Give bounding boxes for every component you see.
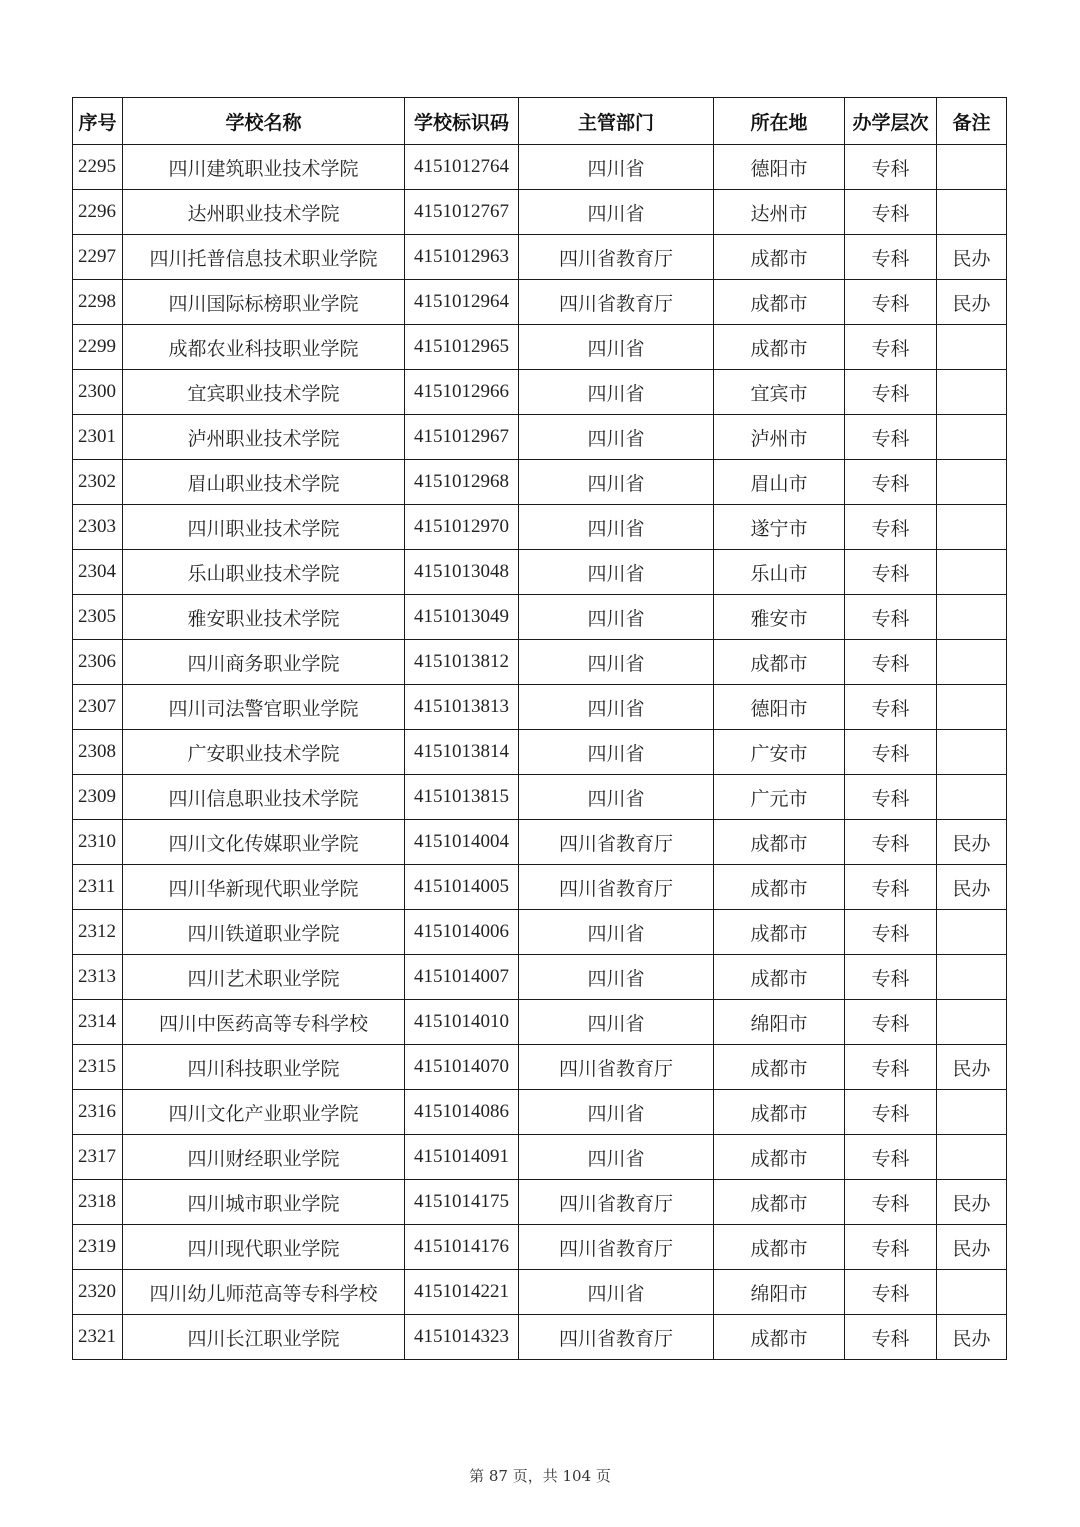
cell-location: 成都市	[714, 1090, 845, 1135]
cell-school-name: 四川商务职业学院	[123, 640, 405, 685]
cell-school-code: 4151014007	[405, 955, 519, 1000]
cell-level: 专科	[845, 1270, 937, 1315]
cell-school-name: 四川城市职业学院	[123, 1180, 405, 1225]
cell-school-code: 4151013048	[405, 550, 519, 595]
cell-school-name: 宜宾职业技术学院	[123, 370, 405, 415]
cell-department: 四川省	[519, 595, 714, 640]
cell-level: 专科	[845, 145, 937, 190]
cell-location: 成都市	[714, 280, 845, 325]
cell-remark	[937, 1090, 1007, 1135]
cell-school-name: 成都农业科技职业学院	[123, 325, 405, 370]
header-seq: 序号	[73, 98, 123, 145]
cell-location: 成都市	[714, 1315, 845, 1360]
cell-school-code: 4151014176	[405, 1225, 519, 1270]
cell-level: 专科	[845, 1000, 937, 1045]
cell-department: 四川省教育厅	[519, 235, 714, 280]
cell-seq: 2297	[73, 235, 123, 280]
cell-school-name: 四川司法警官职业学院	[123, 685, 405, 730]
table-row	[73, 1315, 1007, 1360]
cell-level: 专科	[845, 1045, 937, 1090]
cell-location: 宜宾市	[714, 370, 845, 415]
cell-seq: 2310	[73, 820, 123, 865]
cell-level: 专科	[845, 235, 937, 280]
cell-remark: 民办	[937, 865, 1007, 910]
cell-school-name: 四川现代职业学院	[123, 1225, 405, 1270]
table-row	[73, 1000, 1007, 1045]
cell-seq: 2304	[73, 550, 123, 595]
cell-seq: 2316	[73, 1090, 123, 1135]
cell-school-code: 4151012966	[405, 370, 519, 415]
cell-school-code: 4151013813	[405, 685, 519, 730]
cell-remark	[937, 145, 1007, 190]
cell-level: 专科	[845, 730, 937, 775]
cell-location: 绵阳市	[714, 1000, 845, 1045]
cell-school-name: 四川财经职业学院	[123, 1135, 405, 1180]
cell-department: 四川省	[519, 1135, 714, 1180]
cell-seq: 2305	[73, 595, 123, 640]
cell-location: 德阳市	[714, 685, 845, 730]
cell-remark	[937, 1000, 1007, 1045]
cell-department: 四川省	[519, 415, 714, 460]
cell-school-name: 眉山职业技术学院	[123, 460, 405, 505]
cell-location: 广安市	[714, 730, 845, 775]
table-row	[73, 460, 1007, 505]
cell-school-code: 4151014005	[405, 865, 519, 910]
cell-seq: 2307	[73, 685, 123, 730]
cell-school-code: 4151012965	[405, 325, 519, 370]
cell-school-code: 4151014323	[405, 1315, 519, 1360]
cell-location: 成都市	[714, 640, 845, 685]
cell-location: 成都市	[714, 910, 845, 955]
cell-remark: 民办	[937, 235, 1007, 280]
table-row	[73, 955, 1007, 1000]
cell-school-code: 4151012764	[405, 145, 519, 190]
cell-department: 四川省	[519, 550, 714, 595]
table-row	[73, 1135, 1007, 1180]
cell-remark	[937, 595, 1007, 640]
cell-remark	[937, 190, 1007, 235]
cell-school-name: 四川中医药高等专科学校	[123, 1000, 405, 1045]
cell-department: 四川省	[519, 775, 714, 820]
cell-level: 专科	[845, 595, 937, 640]
cell-remark	[937, 1135, 1007, 1180]
cell-school-code: 4151012767	[405, 190, 519, 235]
cell-school-code: 4151014175	[405, 1180, 519, 1225]
cell-seq: 2306	[73, 640, 123, 685]
cell-level: 专科	[845, 910, 937, 955]
table-header	[73, 98, 1007, 145]
cell-seq: 2301	[73, 415, 123, 460]
cell-school-name: 四川艺术职业学院	[123, 955, 405, 1000]
cell-department: 四川省教育厅	[519, 820, 714, 865]
cell-school-name: 雅安职业技术学院	[123, 595, 405, 640]
cell-seq: 2308	[73, 730, 123, 775]
cell-school-name: 四川长江职业学院	[123, 1315, 405, 1360]
cell-department: 四川省	[519, 145, 714, 190]
cell-seq: 2314	[73, 1000, 123, 1045]
cell-school-name: 四川文化传媒职业学院	[123, 820, 405, 865]
cell-school-name: 四川华新现代职业学院	[123, 865, 405, 910]
cell-school-code: 4151012964	[405, 280, 519, 325]
cell-school-code: 4151014006	[405, 910, 519, 955]
cell-level: 专科	[845, 550, 937, 595]
cell-remark	[937, 325, 1007, 370]
header-school-code: 学校标识码	[405, 98, 519, 145]
cell-seq: 2303	[73, 505, 123, 550]
table-row	[73, 190, 1007, 235]
cell-location: 遂宁市	[714, 505, 845, 550]
cell-level: 专科	[845, 955, 937, 1000]
cell-school-name: 四川文化产业职业学院	[123, 1090, 405, 1135]
cell-school-code: 4151012963	[405, 235, 519, 280]
cell-school-name: 四川职业技术学院	[123, 505, 405, 550]
cell-remark: 民办	[937, 1315, 1007, 1360]
cell-department: 四川省	[519, 370, 714, 415]
cell-remark	[937, 415, 1007, 460]
table-row	[73, 505, 1007, 550]
cell-school-code: 4151014010	[405, 1000, 519, 1045]
cell-level: 专科	[845, 640, 937, 685]
table-row	[73, 1180, 1007, 1225]
table-row	[73, 415, 1007, 460]
cell-location: 乐山市	[714, 550, 845, 595]
cell-location: 德阳市	[714, 145, 845, 190]
cell-school-name: 泸州职业技术学院	[123, 415, 405, 460]
school-list-table	[72, 97, 1007, 1360]
cell-level: 专科	[845, 1180, 937, 1225]
cell-location: 成都市	[714, 955, 845, 1000]
cell-school-name: 四川幼儿师范高等专科学校	[123, 1270, 405, 1315]
cell-remark: 民办	[937, 1180, 1007, 1225]
table-row	[73, 865, 1007, 910]
cell-level: 专科	[845, 685, 937, 730]
cell-department: 四川省	[519, 1000, 714, 1045]
cell-school-code: 4151014070	[405, 1045, 519, 1090]
table-row	[73, 1270, 1007, 1315]
cell-level: 专科	[845, 775, 937, 820]
table-row	[73, 145, 1007, 190]
cell-level: 专科	[845, 1225, 937, 1270]
cell-school-name: 四川信息职业技术学院	[123, 775, 405, 820]
cell-seq: 2311	[73, 865, 123, 910]
cell-level: 专科	[845, 190, 937, 235]
cell-level: 专科	[845, 280, 937, 325]
cell-school-code: 4151012968	[405, 460, 519, 505]
cell-school-code: 4151012967	[405, 415, 519, 460]
cell-seq: 2313	[73, 955, 123, 1000]
cell-seq: 2320	[73, 1270, 123, 1315]
cell-seq: 2317	[73, 1135, 123, 1180]
cell-seq: 2299	[73, 325, 123, 370]
cell-seq: 2315	[73, 1045, 123, 1090]
page-footer: 第 87 页，共 104 页	[469, 1467, 611, 1485]
cell-location: 成都市	[714, 1180, 845, 1225]
cell-remark	[937, 685, 1007, 730]
cell-remark	[937, 460, 1007, 505]
cell-seq: 2309	[73, 775, 123, 820]
cell-seq: 2295	[73, 145, 123, 190]
cell-school-code: 4151013812	[405, 640, 519, 685]
cell-department: 四川省	[519, 685, 714, 730]
cell-remark	[937, 910, 1007, 955]
cell-department: 四川省教育厅	[519, 1045, 714, 1090]
table-row	[73, 685, 1007, 730]
cell-school-name: 四川托普信息技术职业学院	[123, 235, 405, 280]
header-level: 办学层次	[845, 98, 937, 145]
cell-remark	[937, 505, 1007, 550]
cell-remark	[937, 955, 1007, 1000]
cell-department: 四川省	[519, 955, 714, 1000]
cell-department: 四川省	[519, 325, 714, 370]
cell-remark	[937, 730, 1007, 775]
cell-level: 专科	[845, 505, 937, 550]
header-remark: 备注	[937, 98, 1007, 145]
cell-location: 成都市	[714, 1135, 845, 1180]
cell-location: 绵阳市	[714, 1270, 845, 1315]
table-row	[73, 595, 1007, 640]
cell-department: 四川省	[519, 190, 714, 235]
cell-seq: 2318	[73, 1180, 123, 1225]
cell-school-code: 4151013814	[405, 730, 519, 775]
cell-location: 成都市	[714, 1225, 845, 1270]
header-department: 主管部门	[519, 98, 714, 145]
cell-school-code: 4151014086	[405, 1090, 519, 1135]
cell-remark	[937, 550, 1007, 595]
cell-level: 专科	[845, 1135, 937, 1180]
table-row	[73, 820, 1007, 865]
cell-school-code: 4151013049	[405, 595, 519, 640]
table-row	[73, 640, 1007, 685]
cell-department: 四川省	[519, 640, 714, 685]
cell-department: 四川省	[519, 505, 714, 550]
cell-location: 成都市	[714, 865, 845, 910]
table-row	[73, 775, 1007, 820]
cell-school-code: 4151014221	[405, 1270, 519, 1315]
cell-school-name: 四川国际标榜职业学院	[123, 280, 405, 325]
cell-level: 专科	[845, 415, 937, 460]
cell-level: 专科	[845, 1090, 937, 1135]
cell-remark	[937, 640, 1007, 685]
cell-location: 眉山市	[714, 460, 845, 505]
cell-school-code: 4151014004	[405, 820, 519, 865]
table-body	[73, 145, 1007, 1360]
cell-remark	[937, 1270, 1007, 1315]
cell-department: 四川省教育厅	[519, 1315, 714, 1360]
cell-school-code: 4151013815	[405, 775, 519, 820]
cell-school-name: 四川科技职业学院	[123, 1045, 405, 1090]
header-row	[73, 98, 1007, 145]
cell-school-code: 4151012970	[405, 505, 519, 550]
cell-school-name: 广安职业技术学院	[123, 730, 405, 775]
cell-location: 雅安市	[714, 595, 845, 640]
cell-level: 专科	[845, 325, 937, 370]
cell-remark: 民办	[937, 1045, 1007, 1090]
cell-department: 四川省	[519, 1090, 714, 1135]
cell-location: 成都市	[714, 820, 845, 865]
cell-remark	[937, 370, 1007, 415]
cell-department: 四川省	[519, 910, 714, 955]
cell-department: 四川省教育厅	[519, 280, 714, 325]
cell-level: 专科	[845, 370, 937, 415]
cell-seq: 2321	[73, 1315, 123, 1360]
cell-school-name: 乐山职业技术学院	[123, 550, 405, 595]
cell-level: 专科	[845, 1315, 937, 1360]
cell-seq: 2302	[73, 460, 123, 505]
table-row	[73, 235, 1007, 280]
cell-level: 专科	[845, 820, 937, 865]
cell-remark	[937, 775, 1007, 820]
cell-department: 四川省	[519, 460, 714, 505]
cell-location: 广元市	[714, 775, 845, 820]
table-row	[73, 910, 1007, 955]
cell-school-name: 四川铁道职业学院	[123, 910, 405, 955]
cell-location: 泸州市	[714, 415, 845, 460]
table-row	[73, 1090, 1007, 1135]
cell-department: 四川省教育厅	[519, 865, 714, 910]
cell-location: 成都市	[714, 325, 845, 370]
cell-department: 四川省教育厅	[519, 1180, 714, 1225]
cell-remark: 民办	[937, 280, 1007, 325]
cell-seq: 2312	[73, 910, 123, 955]
cell-location: 达州市	[714, 190, 845, 235]
cell-school-name: 达州职业技术学院	[123, 190, 405, 235]
table-row	[73, 280, 1007, 325]
table-row	[73, 550, 1007, 595]
cell-level: 专科	[845, 460, 937, 505]
cell-seq: 2296	[73, 190, 123, 235]
cell-location: 成都市	[714, 235, 845, 280]
cell-department: 四川省	[519, 730, 714, 775]
cell-remark: 民办	[937, 820, 1007, 865]
cell-remark: 民办	[937, 1225, 1007, 1270]
cell-school-code: 4151014091	[405, 1135, 519, 1180]
cell-department: 四川省	[519, 1270, 714, 1315]
cell-seq: 2319	[73, 1225, 123, 1270]
cell-department: 四川省教育厅	[519, 1225, 714, 1270]
table-row	[73, 1225, 1007, 1270]
table-row	[73, 325, 1007, 370]
header-location: 所在地	[714, 98, 845, 145]
cell-school-name: 四川建筑职业技术学院	[123, 145, 405, 190]
cell-level: 专科	[845, 865, 937, 910]
table-row	[73, 370, 1007, 415]
cell-seq: 2298	[73, 280, 123, 325]
table-row	[73, 730, 1007, 775]
header-school-name: 学校名称	[123, 98, 405, 145]
cell-seq: 2300	[73, 370, 123, 415]
cell-location: 成都市	[714, 1045, 845, 1090]
table-row	[73, 1045, 1007, 1090]
